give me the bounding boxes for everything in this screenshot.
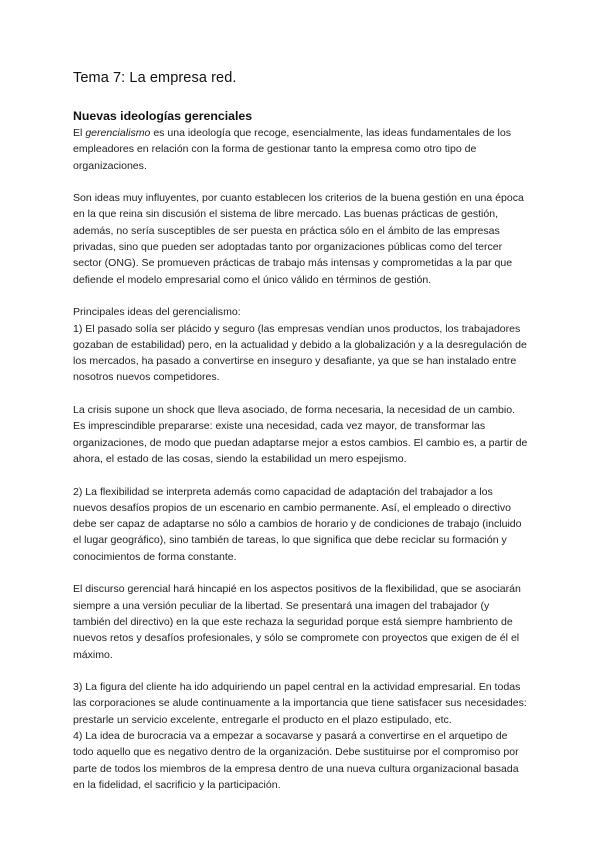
intro-text-after: es una ideología que recoge, esencialmente, las ideas fundamentales de los empleadores en relación con la forma de gestionar tanto la empresa como otro tipo de organizaciones.	[73, 127, 511, 172]
section-heading: Nuevas ideologías gerenciales	[73, 109, 253, 123]
idea-1-paragraph: 1) El pasado solía ser plácido y seguro (las empresas vendían unos productos, los trabajadores gozaban de estabilidad) pero, en la actualidad y debido a la globalización y a la desregulación de los mercados, ha pasado a convertirse en inseguro y desafiante, ya que se han instalado entre nosotros nuevos competidores.	[73, 322, 527, 384]
paragraph-crisis: La crisis supone un shock que lleva asociado, de forma necesaria, la necesidad de un cambio. Es imprescindible prepararse: existe una necesidad, cada vez mayor, de transformar las organizaciones, de modo que puedan adaptarse mejor a estos cambios. El cambio es, a partir de ahora, el estado de las cosas, siendo la estabilidad un mero espejismo.	[73, 404, 528, 465]
idea-3-paragraph: 3) La figura del cliente ha ido adquiriendo un papel central en la actividad empresarial. En todas las corporaciones se alude continuamente a la importancia que tiene satisfacer sus necesidades: prestarle un servicio excelente, entregarle el producto en el plazo estipulado, etc.	[73, 681, 527, 726]
intro-emphasis-term: gerencialismo	[85, 127, 151, 139]
idea-4-paragraph: 4) La idea de burocracia va a empezar a socavarse y pasará a convertirse en el arquetipo de todo aquello que es negativo dentro de la organización. Debe sustituirse por el compromiso por parte de todos los miembros de la empresa dentro de una nueva cultura organizacional basada en la fidelidad, el sacrificio y la participación.	[73, 729, 519, 791]
intro-paragraph	[73, 125, 529, 174]
list-intro: Principales ideas del gerencialismo:	[73, 306, 241, 319]
document-page	[73, 70, 529, 809]
page-title: Tema 7: La empresa red.	[73, 70, 237, 86]
paragraph-influence: Son ideas muy influyentes, por cuanto establecen los criterios de la buena gestión en una época en la que reina sin discusión el sistema de libre mercado. Las buenas prácticas de gestión, además, no sería susceptibles de ser puesta en práctica sólo en el ámbito de las empresas privadas, sino que pueden ser adoptadas tanto por organizaciones públicas como del tercer sector (ONG). Se promueven prácticas de trabajo más intensas y comprometidas a la par que defiende el modelo empresarial como el único válido en términos de gestión.	[73, 192, 524, 286]
paragraph-discourse: El discurso gerencial hará hincapié en los aspectos positivos de la flexibilidad, que se asociarán siempre a una versión peculiar de la libertad. Se presentará una imagen del trabajador (y también del directivo) en la que este rechaza la seguridad porque está siempre hambriento de nuevos retos y desafíos profesionales, y sólo se compromete con proyectos que exigen de él el máximo.	[73, 583, 521, 661]
idea-2-paragraph: 2) La flexibilidad se interpreta además como capacidad de adaptación del trabajador a los nuevos desafíos propios de un escenario en cambio permanente. Así, el empleado o directivo debe ser capaz de adaptarse no sólo a cambios de horario y de condiciones de trabajo (incluido el lugar geográfico), sino también de tareas, lo que significa que debe reciclar su formación y conocimientos de forma constante.	[73, 485, 522, 563]
intro-text-before: El	[73, 127, 86, 139]
